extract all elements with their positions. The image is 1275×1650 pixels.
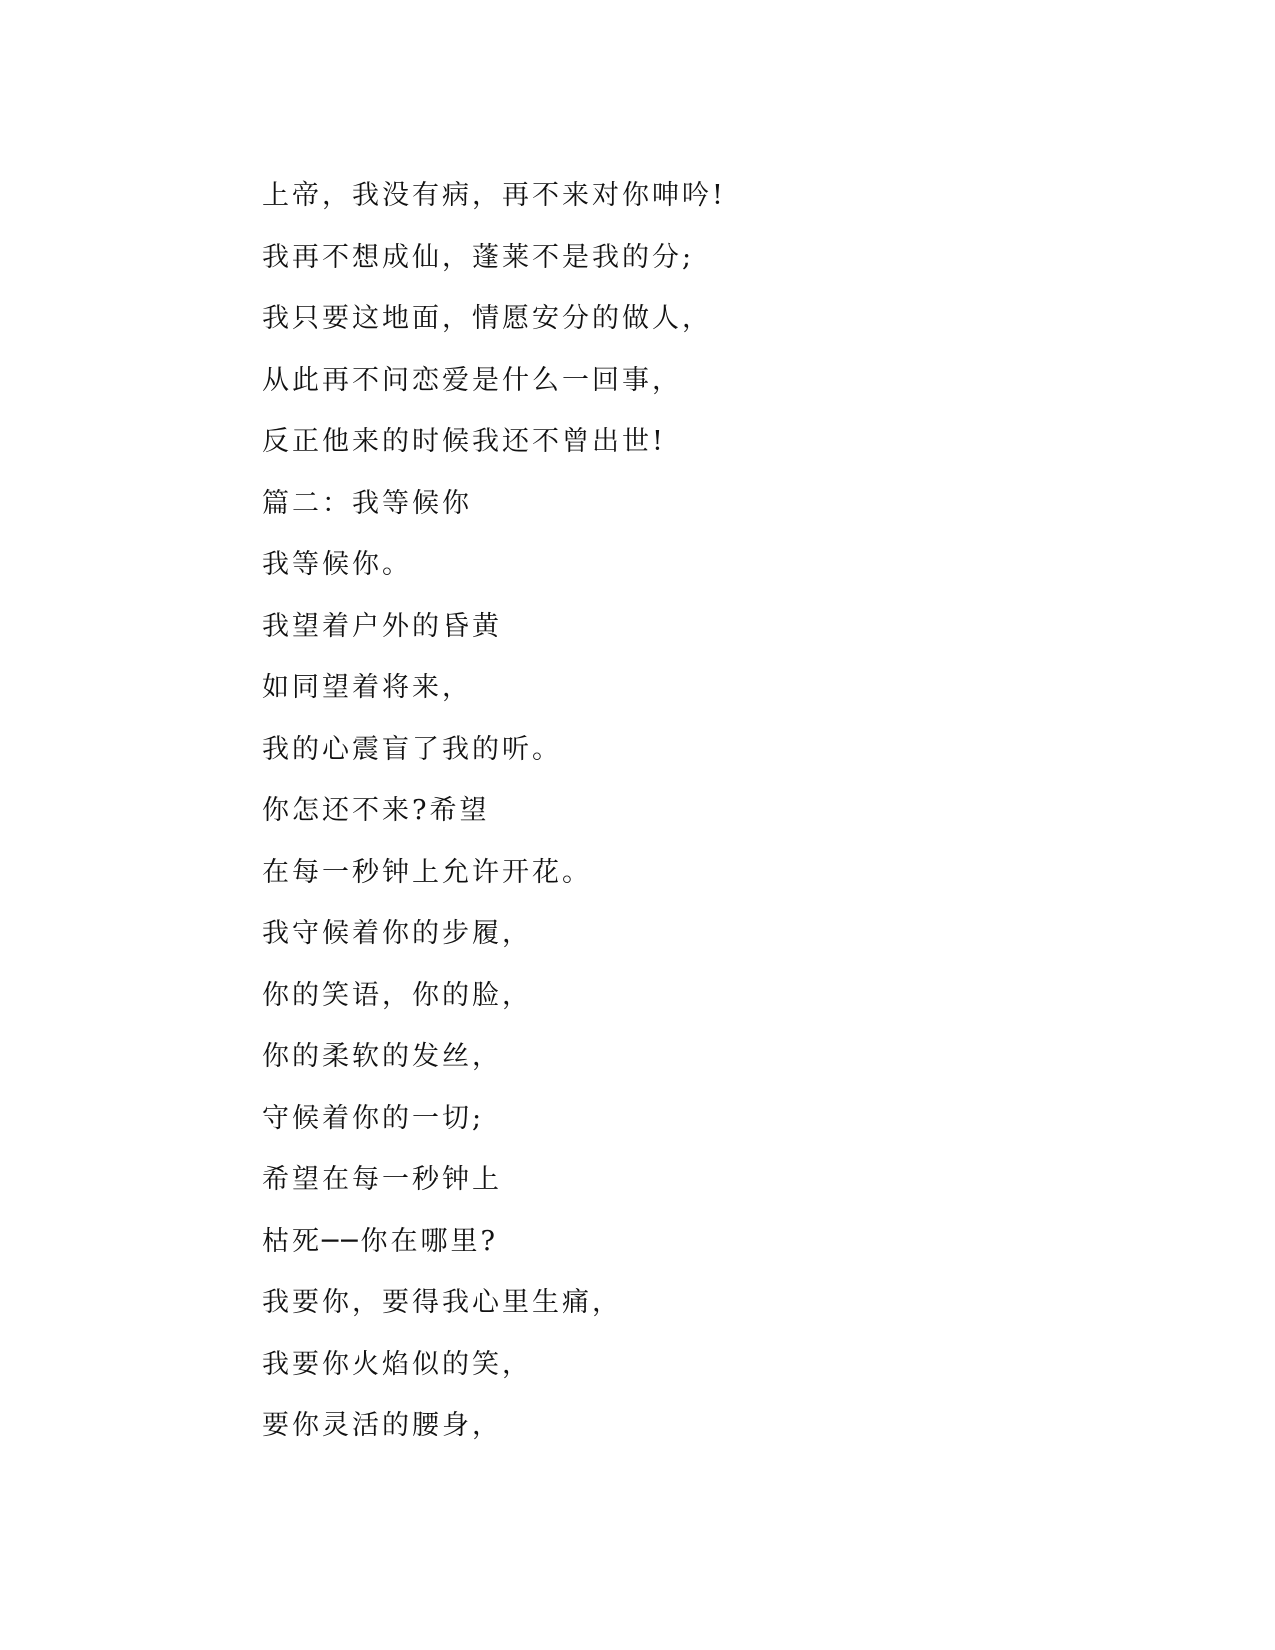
- poem-line: 要你灵活的腰身，: [262, 1410, 502, 1441]
- poem-line: 我守候着你的步履，: [262, 918, 532, 949]
- poem-line: 我等候你。: [262, 549, 412, 580]
- poem-line: 反正他来的时候我还不曾出世!: [262, 426, 666, 457]
- poem-line: 我只要这地面，情愿安分的做人，: [262, 303, 712, 334]
- poem-line: 我的心震盲了我的听。: [262, 733, 562, 765]
- poem-line: 枯死──你在哪里?: [262, 1225, 498, 1257]
- poem-line: 你的笑语，你的脸，: [262, 979, 532, 1011]
- poem-line: 你的柔软的发丝，: [262, 1041, 502, 1072]
- poem-line: 我要你火焰似的笑，: [262, 1348, 532, 1380]
- poem-line: 希望在每一秒钟上: [262, 1164, 502, 1195]
- poem-line: 如同望着将来，: [262, 672, 472, 703]
- poem-body: [262, 165, 1162, 1457]
- poem-line: 上帝，我没有病，再不来对你呻吟!: [262, 180, 726, 211]
- poem-line: 你怎还不来?希望: [262, 795, 490, 826]
- poem-line: 我要你，要得我心里生痛，: [262, 1287, 622, 1318]
- poem-line: 在每一秒钟上允许开花。: [262, 856, 592, 888]
- poem-line: 我再不想成仙，蓬莱不是我的分;: [262, 241, 695, 273]
- poem-line: 从此再不问恋爱是什么一回事，: [262, 364, 682, 396]
- poem-line: 我望着户外的昏黄: [262, 610, 502, 642]
- poem-line: 守候着你的一切;: [262, 1102, 485, 1134]
- section-heading: 篇二：我等候你: [262, 487, 472, 519]
